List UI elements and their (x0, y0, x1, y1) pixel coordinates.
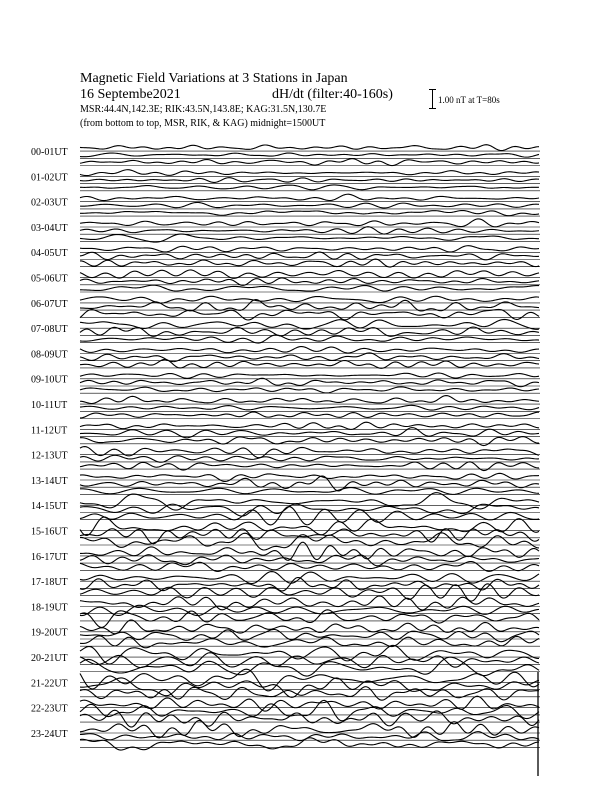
hour-label: 06-07UT (31, 298, 68, 310)
station-coordinates: MSR:44.4N,142.3E; RIK:43.5N,143.8E; KAG:31.5N,130.7E (80, 104, 327, 115)
trace-msr (80, 211, 539, 216)
trace-kag (80, 145, 539, 151)
trace-msr (80, 159, 539, 166)
trace-kag (80, 246, 539, 252)
trace-kag (80, 696, 539, 711)
hour-label: 22-23UT (31, 703, 68, 715)
hour-label: 15-16UT (31, 526, 68, 538)
hour-label: 18-19UT (31, 602, 68, 614)
trace-kag (80, 669, 539, 691)
trace-msr (80, 657, 539, 676)
trace-rik (80, 300, 539, 311)
trace-rik (80, 153, 539, 157)
hour-label: 17-18UT (31, 577, 68, 589)
trace-rik (80, 405, 539, 410)
hour-label: 20-21UT (31, 653, 68, 664)
hour-label: 13-14UT (31, 475, 68, 487)
hour-label: 02-03UT (31, 197, 68, 209)
hour-label: 05-06UT (31, 273, 68, 285)
trace-msr (80, 738, 539, 750)
trace-rik (80, 605, 539, 615)
trace-msr (80, 687, 539, 700)
trace-kag (80, 396, 539, 404)
trace-msr (80, 488, 539, 495)
trace-kag (80, 219, 539, 227)
trace-msr (80, 710, 539, 727)
trace-kag (80, 447, 539, 458)
hour-label: 21-22UT (31, 678, 68, 690)
chart-date: 16 Septembe2021 (80, 87, 181, 102)
trace-rik (80, 353, 539, 362)
hour-label: 07-08UT (31, 324, 68, 336)
trace-kag (80, 296, 539, 303)
trace-rik (80, 278, 539, 285)
hour-label: 10-11UT (31, 400, 68, 411)
trace-kag (80, 572, 539, 584)
trace-kag (80, 347, 539, 353)
trace-msr (80, 285, 539, 291)
trace-msr (80, 234, 539, 242)
chart-parameter: dH/dt (filter:40-160s) (272, 87, 393, 102)
trace-kag (80, 373, 539, 378)
hour-label: 19-20UT (31, 627, 68, 639)
hour-label: 03-04UT (31, 222, 68, 234)
hour-label: 08-09UT (31, 349, 68, 361)
hour-label: 09-10UT (31, 374, 68, 386)
hour-label: 12-13UT (31, 450, 68, 462)
trace-msr (80, 610, 539, 628)
trace-rik (80, 653, 539, 668)
trace-kag (80, 493, 539, 510)
trace-msr (80, 185, 539, 190)
trace-rik (80, 202, 539, 208)
trace-rik (80, 252, 539, 260)
trace-msr (80, 437, 539, 446)
hour-label: 16-17UT (31, 551, 68, 563)
chart-title: Magnetic Field Variations at 3 Stations in Japan (80, 71, 348, 86)
trace-rik (80, 378, 539, 386)
trace-rik (80, 178, 539, 183)
hour-label: 23-24UT (31, 728, 68, 740)
hour-label: 14-15UT (31, 501, 68, 513)
scale-label: 1.00 nT at T=80s (438, 95, 500, 105)
trace-msr (80, 584, 539, 601)
trace-msr (80, 335, 539, 343)
trace-msr (80, 309, 539, 320)
trace-msr (80, 259, 539, 267)
hour-label: 04-05UT (31, 248, 68, 260)
trace-msr (80, 412, 539, 418)
trace-rik (80, 227, 539, 234)
hour-label: 01-02UT (31, 172, 68, 184)
trace-kag (80, 194, 539, 200)
trace-kag (80, 422, 539, 429)
trace-msr (80, 507, 539, 525)
trace-kag (80, 170, 539, 176)
hour-label: 11-12UT (31, 425, 68, 437)
trace-rik (80, 578, 539, 591)
station-order-note: (from bottom to top, MSR, RIK, & KAG) midnight=1500UT (80, 118, 326, 129)
trace-rik (80, 529, 539, 544)
hour-label: 00-01UT (31, 147, 68, 158)
trace-rik (80, 455, 539, 462)
trace-msr (80, 387, 539, 393)
trace-kag (80, 270, 539, 278)
